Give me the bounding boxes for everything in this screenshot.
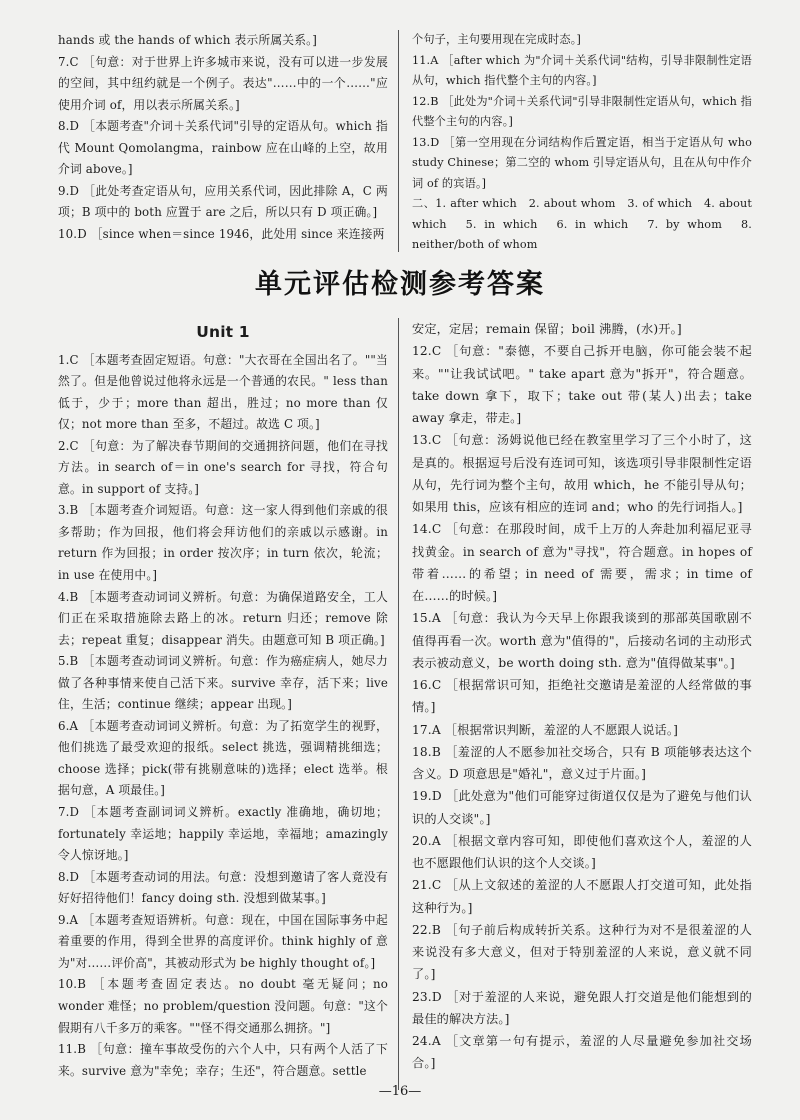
answer-item: 7.C ［句意：对于世界上许多城市来说，没有可以进一步发展的空间，其中纽约就是一个例子。表达"……中的一个……"应使用介词 of，用以表示所属关系。] — [58, 54, 388, 112]
column-divider — [398, 318, 399, 1090]
answer-item: 16.C ［根据常识可知，拒绝社交邀请是羞涩的人经常做的事情。] — [412, 678, 752, 715]
answer-item: hands 或 the hands of which 表示所属关系。] — [58, 33, 317, 47]
answer-item: 21.C ［从上文叙述的羞涩的人不愿跟人打交道可知，此处指这种行为。] — [412, 878, 752, 915]
answer-item: 19.D ［此处意为"他们可能穿过街道仅仅是为了避免与他们认识的人交谈"。] — [412, 789, 752, 826]
answer-item: 13.D ［第一空用现在分词结构作后置定语，相当于定语从句 who study Chinese；第二空的 whom 引导定语从句，且在从句中作介词 of 的宾语。] — [412, 135, 752, 190]
right-top-column — [412, 30, 752, 256]
answer-item: 7.D ［本题考查副词词义辨析。exactly 准确地，确切地；fortunately 幸运地；happily 幸运地，幸福地；amazingly 令人惊讶地。] — [58, 805, 388, 863]
answer-item: 9.D ［此处考查定语从句，应用关系代词，因此排除 A，C 两项；B 项中的 both 应置于 are 之后，所以只有 D 项正确。] — [58, 183, 388, 220]
answer-item: 8.D ［本题考查动词的用法。句意：没想到邀请了客人竟没有好好招待他们！fancy doing sth. 没想到做某事。] — [58, 869, 388, 906]
answer-item: 14.C ［句意：在那段时间，成千上万的人奔赴加利福尼亚寻找黄金。in search of 意为"寻找"，符合题意。in hopes of 带着……的希望；in need of 需要，需求；in time of 在……的时候。] — [412, 522, 752, 603]
answer-item: 9.A ［本题考查短语辨析。句意：现在，中国在国际事务中起着重要的作用，得到全世界的高度评价。think highly of 意为"对……评价高"，其被动形式为 be highly thought of。] — [58, 912, 388, 970]
right-bottom-column — [412, 318, 752, 1075]
answer-item: 11.A ［after which 为"介词＋关系代词"结构，引导非限制性定语从句，which 指代整个主句的内容。] — [412, 53, 752, 87]
answer-item: 23.D ［对于羞涩的人来说，避免跟人打交道是他们能想到的最佳的解决方法。] — [412, 989, 752, 1026]
column-divider — [398, 30, 399, 252]
answer-item: 1.C ［本题考查固定短语。句意："大衣哥在全国出名了。""当然了。但是他曾说过他将永远是一个普通的农民。" less than 低于，少于；more than 超出，胜过；no more than 仅仅；not more than 至多，不超过。故选 C 项。] — [58, 352, 388, 432]
answer-item: 11.B ［句意：撞车事故受伤的六个人中，只有两个人活了下来。survive 意为"幸免；幸存；生还"，符合题意。settle — [58, 1042, 388, 1078]
answer-item: 18.B ［羞涩的人不愿参加社交场合，只有 B 项能够表达这个含义。D 项意思是"婚礼"，意义过于片面。] — [412, 744, 752, 781]
page-number: —16— — [378, 1084, 422, 1099]
answer-item: 安定，定居；remain 保留；boil 沸腾，(水)开。] — [412, 322, 682, 336]
answer-item: 10.B ［本题考查固定表达。no doubt 毫无疑问；no wonder 难怪；no problem/question 没问题。句意："这个假期有八千多万的乘客。""怪不得交通那么拥挤。"] — [58, 977, 388, 1035]
answer-item: 22.B ［句子前后构成转折关系。这种行为对不是很羞涩的人来说没有多大意义，但对于特别羞涩的人来说，意义就不同了。] — [412, 922, 752, 982]
left-top-column — [58, 30, 388, 245]
section-title: 单元评估检测参考答案 — [255, 269, 545, 300]
answer-item: 13.C ［句意：汤姆说他已经在教室里学习了三个小时了，这是真的。根据逗号后没有连词可知，该选项引导非限制性定语从句，先行词为整个主句，故用 which，he 不能引导从句；如果用 this，应该有相应的连词 and；who 的先行词指人。] — [412, 433, 752, 514]
answer-item: 4.B ［本题考查动词词义辨析。句意：为确保道路安全，工人们正在采取措施除去路上的冰。return 归还；remove 除去；repeat 重复；disappear 消失。由题意可知 B 项正确。] — [58, 589, 388, 647]
answer-item: 3.B ［本题考查介词短语。句意：这一家人得到他们亲戚的很多帮助；作为回报，他们将会拜访他们的亲戚以示感谢。in return 作为回报；in order 按次序；in turn 依次，轮流；in use 在使用中。] — [58, 503, 388, 583]
answer-item: 个句子，主句要用现在完成时态。] — [412, 33, 581, 46]
answer-item: 12.C ［句意："泰德，不要自己拆开电脑，你可能会装不起来。""让我试试吧。" take apart 意为"拆开"，符合题意。take down 拿下，取下；take out 带(某人)出去；take away 拿走，带走。] — [412, 344, 752, 425]
answer-item: 6.A ［本题考查动词词义辨析。句意：为了拓宽学生的视野，他们挑选了最受欢迎的报纸。select 挑选，强调精挑细选；choose 选择；pick(带有挑剔意味的)选择；elect 选举。根据句意，A 项最佳。] — [58, 718, 388, 798]
answer-item: 5.B ［本题考查动词词义辨析。句意：作为癌症病人，她尽力做了各种事情来使自己活下来。survive 幸存，活下来；live 住，生活；continue 继续；appear 出现。] — [58, 654, 388, 712]
unit-heading: Unit 1 — [196, 323, 250, 341]
answer-item: 二、1. after which 2. about whom 3. of which 4. about which 5. in which 6. in which 7. by whom 8. neither/both of whom — [412, 197, 752, 251]
answer-item: 17.A ［根据常识判断，羞涩的人不愿跟人说话。] — [412, 722, 679, 737]
answer-item: 15.A ［句意：我认为今天早上你跟我谈到的那部英国歌剧不值得再看一次。worth 意为"值得的"，后接动名词的主动形式表示被动意义，be worth doing sth. 意为"值得做某事"。] — [412, 611, 752, 670]
answer-item: 10.D ［since when＝since 1946，此处用 since 来连接两 — [58, 226, 385, 241]
answer-item: 24.A ［文章第一句有提示，羞涩的人尽量避免参加社交场合。] — [412, 1034, 752, 1071]
left-bottom-column — [58, 322, 388, 1082]
answer-item: 20.A ［根据文章内容可知，即使他们喜欢这个人，羞涩的人也不愿跟他们认识的这个人交谈。] — [412, 833, 752, 870]
answer-item: 2.C ［句意：为了解决春节期间的交通拥挤问题，他们在寻找方法。in search of＝in one's search for 寻找，符合句意。in support of 支持。] — [58, 438, 388, 496]
answer-item: 8.D ［本题考查"介词＋关系代词"引导的定语从句。which 指代 Mount Qomolangma，rainbow 应在山峰的上空，故用介词 above。] — [58, 119, 388, 177]
answer-item: 12.B ［此处为"介词＋关系代词"引导非限制性定语从句，which 指代整个主句的内容。] — [412, 94, 752, 128]
